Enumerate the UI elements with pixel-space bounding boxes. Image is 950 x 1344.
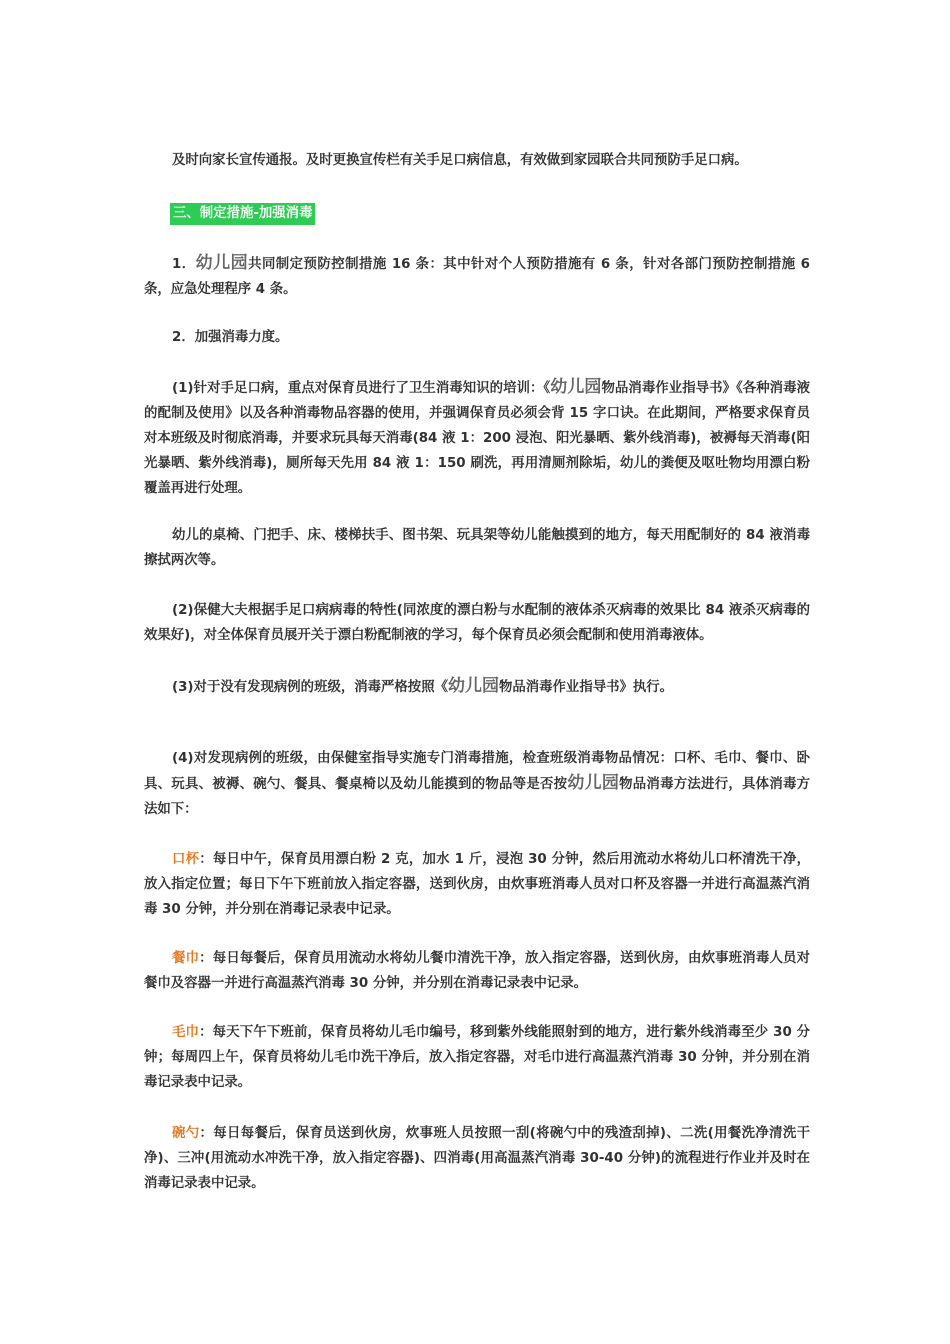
- paragraph-with-cases: [144, 746, 810, 822]
- paragraph-text: (3)对于没有发现病例的班级，消毒严格按照《: [172, 680, 448, 695]
- paragraph-measures: [144, 251, 810, 302]
- item-bowls-spoons: [144, 1121, 810, 1196]
- paragraph-number: 1．: [172, 257, 196, 272]
- paragraph-surfaces: 幼儿的桌椅、门把手、床、楼梯扶手、图书架、玩具架等幼儿能触摸到的地方，每天用配制好的 84 液消毒擦拭两次等。: [144, 528, 810, 568]
- item-label: 口杯: [172, 852, 200, 867]
- item-text: ：每日每餐后，保育员送到伙房，炊事班人员按照一刮(将碗勺中的残渣刮掉)、二洗(用餐洗净清洗干净)、三冲(用流动水冲洗干净，放入指定容器)、四消毒(用高温蒸汽消毒 30-40 分钟)的流程进行作业并及时在消毒记录表中记录。: [144, 1126, 811, 1191]
- item-text: ：每日每餐后，保育员用流动水将幼儿餐巾清洗干净，放入指定容器，送到伙房，由炊事班消毒人员对餐巾及容器一并进行高温蒸汽消毒 30 分钟，并分别在消毒记录表中记录。: [144, 951, 811, 991]
- paragraph-no-cases: [144, 674, 810, 700]
- paragraph-text: (4)对发现病例的班级，由保健室指导实施专门消毒措施，检查班级消毒物品情况：口杯、毛巾、餐巾、卧具、玩具、被褥、碗勺、餐具、餐桌椅以及幼儿能摸到的物品等是否按: [144, 751, 810, 792]
- intro-paragraph: 及时向家长宣传通报。及时更换宣传栏有关手足口病信息，有效做到家园联合共同预防手足口病。: [172, 153, 748, 168]
- item-text: ：每日中午，保育员用漂白粉 2 克，加水 1 斤，浸泡 30 分钟，然后用流动水将幼儿口杯清洗干净，放入指定位置；每日下午下班前放入指定容器，送到伙房，由炊事班消毒人员对口杯及容器一并进行高温蒸汽消毒 30 分钟，并分别在消毒记录表中记录。: [144, 852, 811, 917]
- item-label: 餐巾: [172, 951, 200, 966]
- kindergarten-keyword: 幼儿园: [550, 377, 602, 397]
- kindergarten-keyword: 幼儿园: [447, 676, 499, 696]
- kindergarten-keyword: 幼儿园: [567, 773, 620, 793]
- item-napkins: [144, 946, 810, 996]
- paragraph-disinfection-heading: 2．加强消毒力度。: [172, 330, 289, 345]
- item-text: ：每天下午下班前，保育员将幼儿毛巾编号，移到紫外线能照射到的地方，进行紫外线消毒至少 30 分钟；每周四上午，保育员将幼儿毛巾洗干净后，放入指定容器，对毛巾进行高温蒸汽消毒 30 分钟，并分别在消毒记录表中记录。: [144, 1025, 810, 1090]
- paragraph-training: [144, 375, 810, 501]
- paragraph-text: 物品消毒方法进行，具体消毒方法如下：: [144, 777, 811, 817]
- paragraph-text: 共同制定预防控制措施 16 条：其中针对个人预防措施有 6 条，针对各部门预防控制措施 6 条，应急处理程序 4 条。: [144, 257, 811, 297]
- paragraph-bleach: (2)保健大夫根据手足口病病毒的特性(同浓度的漂白粉与水配制的液体杀灭病毒的效果比 84 液杀灭病毒的效果好)，对全体保育员展开关于漂白粉配制液的学习，每个保育员必须会配制和使用消毒液体。: [144, 603, 810, 643]
- section-heading: 三、制定措施-加强消毒: [170, 203, 315, 225]
- item-label: 毛巾: [172, 1025, 200, 1040]
- item-towels: [144, 1020, 810, 1095]
- paragraph-text: (1)针对手足口病，重点对保育员进行了卫生消毒知识的培训：《: [172, 381, 551, 396]
- item-label: 碗勺: [172, 1126, 200, 1141]
- paragraph-text: 物品消毒作业指导书》《各种消毒液的配制及使用》以及各种消毒物品容器的使用，并强调保育员必须会背 15 字口诀。在此期间，严格要求保育员对本班级及时彻底消毒，并要求玩具每天消毒(84 液 1：200 浸泡、阳光暴晒、紫外线消毒)，被褥每天消毒(阳光暴晒、紫外线消毒)，厕所每天先用 84 液 1：150 刷洗，再用清厕剂除垢，幼儿的粪便及呕吐物均用漂白粉覆盖再进行处理。: [144, 381, 810, 496]
- kindergarten-keyword: 幼儿园: [195, 253, 249, 273]
- item-cups: [144, 847, 810, 922]
- paragraph-text: 物品消毒作业指导书》执行。: [498, 680, 674, 695]
